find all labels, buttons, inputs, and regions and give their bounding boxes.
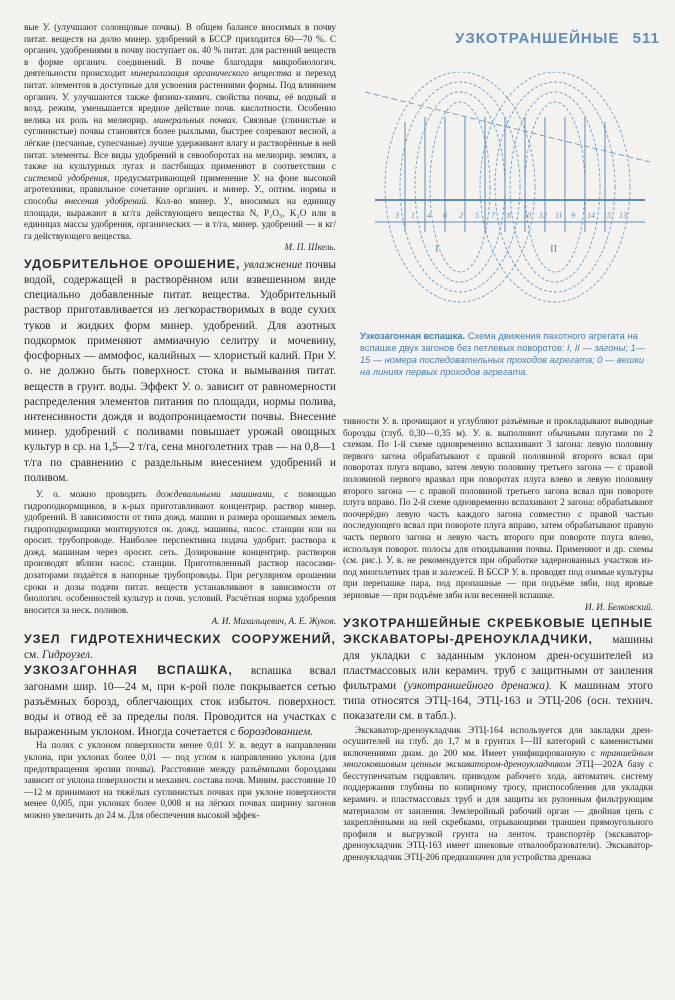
plowing-diagram bbox=[365, 72, 655, 322]
signature-shkel: М. П. Шкель. bbox=[284, 242, 336, 253]
svg-text:3: 3 bbox=[395, 211, 399, 220]
left-column bbox=[24, 22, 336, 980]
running-header bbox=[455, 30, 660, 47]
label-zagon-1: I bbox=[435, 243, 439, 255]
svg-text:4: 4 bbox=[427, 211, 431, 220]
svg-text:14: 14 bbox=[587, 211, 595, 220]
svg-text:13: 13 bbox=[619, 211, 627, 220]
header-title: УЗКОТРАНШЕЙНЫЕ bbox=[455, 30, 620, 47]
svg-text:9: 9 bbox=[571, 211, 575, 220]
article-udobritelnoe-oroshenie: УДОБРИТЕЛЬНОЕ ОРОШЕНИЕ, увлажнение почвы водой, содержащей в растворённом или взвешенном виде специально добавленные питат. вещества. Удобрительный раствор приготавливается из легкорастворимых в воде сухих туков и жидких форм минер. удобрений. Для азотных подкормок применяют аммиачную селитру и мочевину, фосфорных — аммофос, калийных — хлористый калий. При У. о. не должно быть поверхност. стока и вымывания питат. веществ в грунт. воды. Эффект У. о. зависит от равномерности распределения элементов питания по площади, нормы полива, интенсивности дождя и водопроницаемости почвы. Внесение минер. удобрений с поливами повышает урожай овощных культур в ср. на 1,5—2 т/га, сена многолетних трав — на 0,8—1 т/га по сравнению с раздельным внесением удобрений и поливом. bbox=[24, 256, 336, 484]
right-column bbox=[343, 416, 653, 984]
signature-belkovsky: И. И. Белковский. bbox=[585, 601, 653, 612]
headword-uzel: УЗЕЛ ГИДРОТЕХНИЧЕСКИХ СООРУЖЕНИЙ, bbox=[24, 632, 336, 647]
figure-caption: Узкозагонная вспашка. Схема движения пахотного агрегата на вспашке двух загонов без петлевых поворотов: I, II — загоны; 1—15 — номера последовательных проходов агрегата; 0 — вешки на линиях первых проходов агрегата. bbox=[360, 331, 645, 377]
svg-text:10: 10 bbox=[523, 211, 531, 220]
pass-lines bbox=[405, 117, 605, 232]
paragraph-etc164: Экскаватор-дреноукладчик ЭТЦ-164 используется для закладки дрен-осушителей на глуб. до 1,7 м в грунтах I—III категорий с каменистыми включениями диам. до 200 мм. Имеет унифицированную с траншейным многоковшовым цепным экскаватором-дреноукладчиком ЭТЦ—202А базу с бесступенчатым гидравлич. приводом рабочего хода, автоматич. систему поддержания глубины по копирному тросу, приспособления для укладки керамич. и пластмассовых труб и для защиты их рулонным фильтрующим материалом от заиления. Землеройный рабочий орган — двойная цепь с закреплёнными на ней скребками, отрывающими траншеи прямоугольного профиля и выгрузкой грунта на ленточ. транспортёр (экскаватор-дреноукладчик ЭТЦ-163 имеет шнековые отвалообразователи). Экскаватор-дреноукладчик ЭТЦ-206 предназначен для устройства дренажа bbox=[343, 724, 653, 863]
svg-text:11: 11 bbox=[555, 211, 563, 220]
paragraph-mashiny: У. о. можно проводить дождевальными машинами, с помощью гидроподкормщиков, в к-рых приготавливают концентрир. раствор минер. удобрений. В зависимости от типа дожд. машин и размера орошаемых земель гидроподкормщики монтируются ок. дожд. машины, насос. станции или на оросит. трубопроводе. Наиболее перспективна подача удобрит. раствора к дожд. машинам через оросит. сеть. Дозирование концентрир. растворов производят вблизи насос. станции. Приготовленный раствор насосами-дозаторами подаётся в напорные трубопроводы. При регулярном орошении сроки и дозы подачи питат. веществ устанавливают в зависимости от биологич. особенностей культур и почв. условий. Расчётная норма удобрения вносится за неск. поливов. bbox=[24, 488, 336, 615]
page-number: 511 bbox=[632, 30, 660, 47]
article-udobreniya-end: вые У. (улучшают солонцовые почвы). В общем балансе вносимых в почву питат. веществ на долю минер. удобрений в БССР приходится 60—70 %. С органич. удобрениями в почву поступает ок. 40 % питат. для растений веществ в форме органич. соединений. В почве благодаря микробиологич. деятельности происходит минерализация органического вещества и переход питат. элементов в доступные для усвоения растениями формы. Под влиянием органич. У. улучшаются также физико-химич. свойства почвы, её водный и возд. режим, уменьшается вредное действие почв. кислотности. Особенно велика их роль на мелиорир. минеральных почвах. Связные (глинистые и суглинистые) почвы становятся более рыхлыми, быстрее созревают весной, а лёгкие (песчаные, супесчаные) лучше удерживают влагу и растворённые в ней питат. элементы. Все виды удобрений в севооборотах на мелиорир. землях, а также на культурных лугах и пастбищах применяют в соответствии с системой удобрения, предусматривающей применение У. на фоне высокой агротехники, правильное сочетание органич. и минер. У., оптим. нормы и способы внесения удобрений. Кол-во минер. У., вносимых на единицу площади, выражают в кг/га действующего вещества N, P₂O₅, K₂O или в единицах массы удобрения, органических — в т/га, минер. удобрений — в кг/га действующего вещества. bbox=[24, 22, 336, 241]
diagonal-line bbox=[365, 92, 650, 162]
svg-text:1: 1 bbox=[411, 211, 415, 220]
svg-text:8: 8 bbox=[507, 211, 511, 220]
paragraph-uklon: На полях с уклоном поверхности менее 0,01 У. в. ведут в направлении уклона, при уклонах более 0,01 — под углом к направлению уклона (для предотвращения эрозии почвы). Расстояние между разъёмными бороздами зависит от уклона поверхности и механич. состава почв. Миним. расстояние 10—12 м принимают на тяжёлых суглинистых почвах при уклоне поверхности менее 0,005, при уклонах более 0,008 и на лёгких почвах ширину загонов можно увеличить до 24 м. Для обеспечения высокой эффек- bbox=[24, 740, 336, 821]
signature-mikhaltsevich: А. И. Михальцевич, А. Е. Жуков. bbox=[211, 616, 336, 627]
article-ekskavatory: УЗКОТРАНШЕЙНЫЕ СКРЕБКОВЫЕ ЦЕПНЫЕ ЭКСКАВАТОРЫ-ДРЕНОУКЛАДЧИКИ, машины для укладки с заданным уклоном дрен-осушителей из пластмассовых или керамич. труб с защитными от заиления фильтрами (узкотраншейного дренажа). К машинам этого типа относятся ЭТЦ-164, ЭТЦ-163 и ЭТЦ-206 (осн. технич. показатели см. в табл.). bbox=[343, 616, 653, 723]
svg-text:2: 2 bbox=[459, 211, 463, 220]
svg-text:5: 5 bbox=[475, 211, 479, 220]
headword-vspashka: УЗКОЗАГОННАЯ ВСПАШКА, bbox=[24, 663, 233, 678]
paragraph-vspashka-cont: тивности У. в. прочищают и углубляют разъёмные и прокладывают выводные борозды (глуб. 0,30—0,35 м). У. в. выполняют обычными плугами по 2 схемам. По 1-й схеме одновременно вспахивают 3 загона: левую половину первого загона обрабатывают с правой половиной второго всвал при поворотах плуга вправо, затем левую половину третьего загона — с правой половиной первого вразвал при поворотах плуга влево и левую половину второго загона — с правой половиной третьего загона всвал при повороте плуга вправо. По 2-й схеме одновременно вспахивают 2 загона: обрабатывают поочерёдно левую часть каждого загона совместно с правой частью последующего всвал при повороте плуга вправо, затем обрабатывают правую часть первого загона и левую часть второго при повороте плуга влево, используя поворот. полосы для откидывания почвы. Применяют и др. схемы (см. рис.). У. в. не рекомендуется при обработке задернованных участков из-под многолетних трав и залежей. В БССР У. в. проводят под озимые культуры при перепашке пара, под пропашные — при подъёме зяби, под яровые зерновые — при подъёме зяби или весенней вспашке. bbox=[343, 416, 653, 600]
headword-oroshenie: УДОБРИТЕЛЬНОЕ ОРОШЕНИЕ, bbox=[24, 256, 241, 271]
pass-numbers bbox=[394, 211, 627, 220]
plowing-loops bbox=[385, 72, 630, 302]
svg-text:6: 6 bbox=[443, 211, 447, 220]
article-uzel: УЗЕЛ ГИДРОТЕХНИЧЕСКИХ СООРУЖЕНИЙ, см. Гидроузел. bbox=[24, 632, 336, 662]
headword-ekskavatory: УЗКОТРАНШЕЙНЫЕ СКРЕБКОВЫЕ ЦЕПНЫЕ ЭКСКАВАТОРЫ-ДРЕНОУКЛАДЧИКИ, bbox=[343, 616, 653, 647]
label-zagon-2: II bbox=[550, 243, 558, 255]
svg-text:15: 15 bbox=[603, 211, 611, 220]
svg-text:12: 12 bbox=[539, 211, 547, 220]
plowing-diagram-svg bbox=[365, 72, 655, 322]
svg-text:7: 7 bbox=[491, 211, 495, 220]
article-uzkozagonnaya-vspashka: УЗКОЗАГОННАЯ ВСПАШКА, вспашка всвал загонами шир. 10—24 м, при к-рой поле покрывается сетью разъёмных борозд, облегчающих сток избыточ. поверхност. воды и отвод её за пределы поля. Проводится на участках с выраженным уклоном. Иногда сочетается с бороздованием. bbox=[24, 663, 336, 739]
